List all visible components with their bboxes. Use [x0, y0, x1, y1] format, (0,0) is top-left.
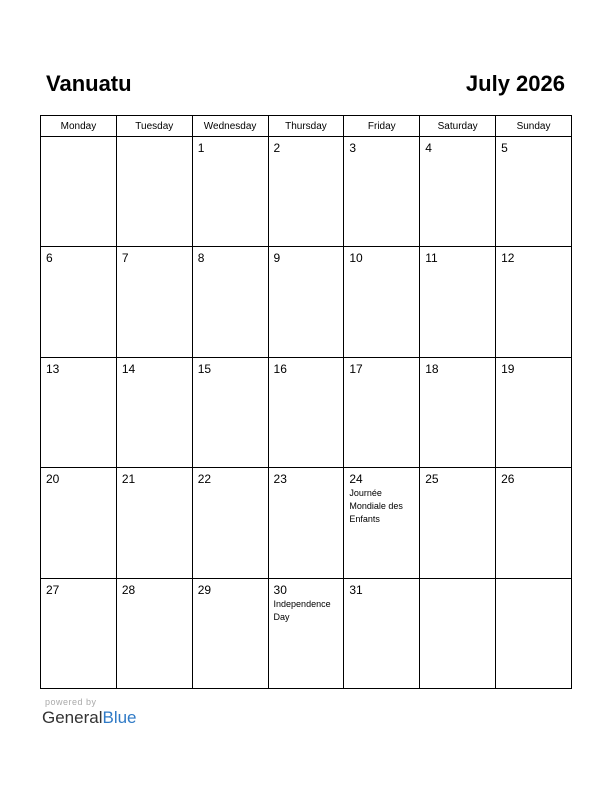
day-cell: [420, 247, 496, 357]
day-cell: [420, 137, 496, 247]
day-number: 24: [349, 472, 363, 487]
day-number: 10: [349, 251, 363, 266]
day-number: 28: [121, 582, 136, 597]
day-cell: [496, 137, 572, 247]
day-cell: [344, 357, 420, 467]
day-number: 18: [425, 361, 439, 376]
day-cell: [41, 247, 117, 357]
country-title: Vanuatu: [46, 71, 132, 96]
weekday-sunday: Sunday: [496, 116, 572, 137]
day-cell: [268, 247, 344, 357]
day-cell: [41, 578, 117, 688]
calendar-grid: [40, 115, 572, 689]
day-cell: [116, 468, 192, 578]
day-cell: [192, 357, 268, 467]
day-number: 26: [501, 472, 515, 487]
week-row: [41, 468, 572, 578]
day-number: 2: [273, 141, 281, 155]
weekday-monday: Monday: [41, 116, 117, 137]
day-number: 25: [425, 472, 439, 487]
day-number: 22: [197, 472, 212, 487]
weekday-thursday: Thursday: [268, 116, 344, 137]
month-year-title: July 2026: [465, 71, 565, 96]
day-number: 3: [349, 141, 357, 155]
day-number: 27: [46, 582, 60, 597]
day-cell: [496, 468, 572, 578]
day-cell: [420, 357, 496, 467]
day-number: 9: [273, 251, 281, 266]
week-row: [41, 137, 572, 247]
weekday-friday: Friday: [344, 116, 420, 137]
day-number: 8: [197, 251, 205, 266]
day-cell: [116, 137, 192, 247]
day-cell: [344, 247, 420, 357]
day-number: 20: [46, 472, 60, 487]
day-number: 30: [273, 582, 287, 597]
day-number: 7: [121, 251, 129, 266]
brand-name-general: General: [42, 708, 103, 727]
day-cell: [41, 468, 117, 578]
day-number: 13: [46, 361, 60, 376]
day-cell: [344, 578, 420, 688]
day-cell: [496, 247, 572, 357]
day-cell: [496, 357, 572, 467]
day-number: 19: [501, 361, 515, 376]
week-row: [41, 357, 572, 467]
weekday-tuesday: Tuesday: [116, 116, 192, 137]
day-number: 17: [349, 361, 363, 376]
holiday-label: Independence Day: [273, 598, 331, 622]
day-number: 12: [501, 251, 515, 266]
day-cell: [420, 468, 496, 578]
weekday-saturday: Saturday: [420, 116, 496, 137]
brand-name-blue: Blue: [102, 708, 137, 727]
day-number: 15: [197, 361, 212, 376]
day-number: 31: [349, 582, 363, 597]
day-number: 1: [197, 141, 205, 155]
day-number: 5: [501, 141, 508, 155]
week-row: [41, 578, 572, 688]
day-cell: [192, 137, 268, 247]
day-cell: [192, 247, 268, 357]
brand-logo: [42, 708, 137, 728]
holiday-label: Journée Mondiale des Enfants: [349, 488, 403, 525]
powered-by-label: powered by: [45, 697, 97, 707]
day-cell: [344, 137, 420, 247]
day-cell: [116, 247, 192, 357]
day-number: 16: [273, 361, 287, 376]
day-number: 23: [273, 472, 287, 487]
day-cell: [496, 578, 572, 688]
week-row: [41, 247, 572, 357]
day-cell: [41, 137, 117, 247]
day-cell: [268, 137, 344, 247]
day-number: 11: [425, 251, 438, 266]
day-cell: [116, 357, 192, 467]
day-cell: [41, 357, 117, 467]
day-number: 14: [121, 361, 136, 376]
weekday-header-row: [41, 116, 572, 137]
day-cell: [116, 578, 192, 688]
day-cell: [192, 578, 268, 688]
day-cell: [268, 578, 344, 688]
day-number: 29: [197, 582, 212, 597]
day-cell: [268, 468, 344, 578]
day-number: 6: [46, 251, 53, 266]
day-cell: [268, 357, 344, 467]
day-number: 21: [121, 472, 136, 487]
weekday-wednesday: Wednesday: [192, 116, 268, 137]
day-number: 4: [425, 141, 432, 155]
day-cell: [344, 468, 420, 578]
day-cell: [420, 578, 496, 688]
day-cell: [192, 468, 268, 578]
